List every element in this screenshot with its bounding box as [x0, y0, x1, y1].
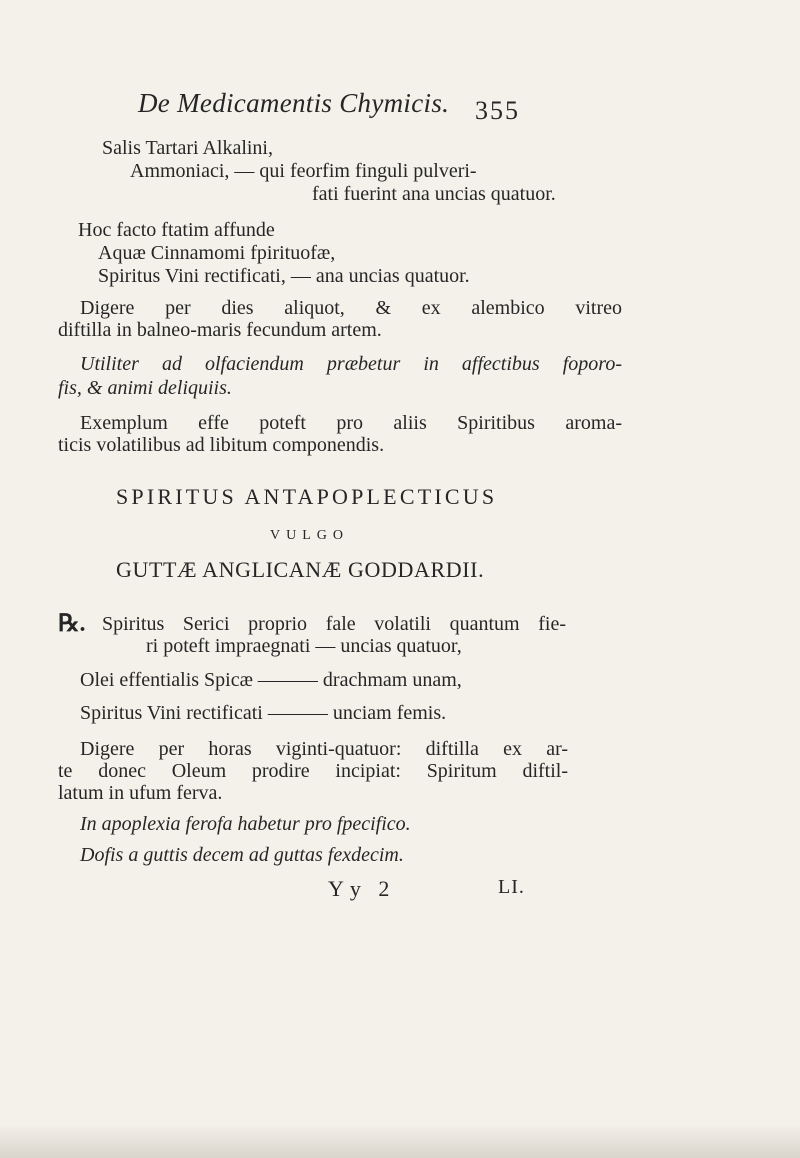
- text-line: diftilla in balneo-maris fecundum artem.: [58, 319, 382, 341]
- text-line: latum in ufum ferva.: [58, 782, 223, 804]
- text-line: ticis volatilibus ad libitum componendis.: [58, 434, 385, 456]
- catchword: LI.: [498, 876, 525, 898]
- page-number: 355: [475, 96, 520, 125]
- text-line: Digere per horas viginti-quatuor: diftilla ex ar-: [80, 738, 568, 760]
- section-subheading: GUTTÆ ANGLICANÆ GODDARDII.: [116, 557, 485, 582]
- running-head-title: De Medicamentis Chymicis.: [138, 88, 450, 118]
- italic-line: Dofis a guttis decem ad guttas fexdecim.: [80, 844, 404, 866]
- text-line: Olei effentialis Spicæ ——— drachmam unam,: [80, 669, 462, 691]
- italic-line: Utiliter ad olfaciendum præbetur in affectibus foporo-: [80, 353, 622, 375]
- text-line: Digere per dies aliquot, & ex alembico vitreo: [80, 297, 622, 319]
- text-line: Ammoniaci, — qui feorfim finguli pulveri-: [130, 160, 477, 182]
- text-line: Spiritus Vini rectificati, — ana uncias quatuor.: [98, 265, 470, 287]
- text-line: te donec Oleum prodire incipiat: Spiritum diftil-: [58, 760, 568, 782]
- italic-line: fis, & animi deliquiis.: [58, 377, 232, 399]
- text-line: Hoc facto ftatim affunde: [78, 219, 275, 241]
- recipe-symbol: ℞.: [58, 611, 86, 637]
- text-line: ri poteft impraegnati — uncias quatuor,: [146, 635, 462, 657]
- heading-vulgo: VULGO: [270, 528, 349, 543]
- text-line: Exemplum effe poteft pro aliis Spiritibus aroma-: [80, 412, 622, 434]
- page-edge-shadow: [0, 1124, 800, 1158]
- text-line: Spiritus Serici proprio fale volatili quantum fie-: [102, 613, 566, 635]
- text-line: Aquæ Cinnamomi fpirituofæ,: [98, 242, 336, 264]
- text-line: Spiritus Vini rectificati ——— unciam femis.: [80, 702, 447, 724]
- text-line: Salis Tartari Alkalini,: [102, 137, 273, 159]
- section-heading: SPIRITUS ANTAPOPLECTICUS: [116, 484, 498, 509]
- text-line: fati fuerint ana uncias quatuor.: [312, 183, 556, 205]
- signature-mark: Yy 2: [328, 876, 396, 901]
- italic-line: In apoplexia ferofa habetur pro fpecifico.: [80, 813, 411, 835]
